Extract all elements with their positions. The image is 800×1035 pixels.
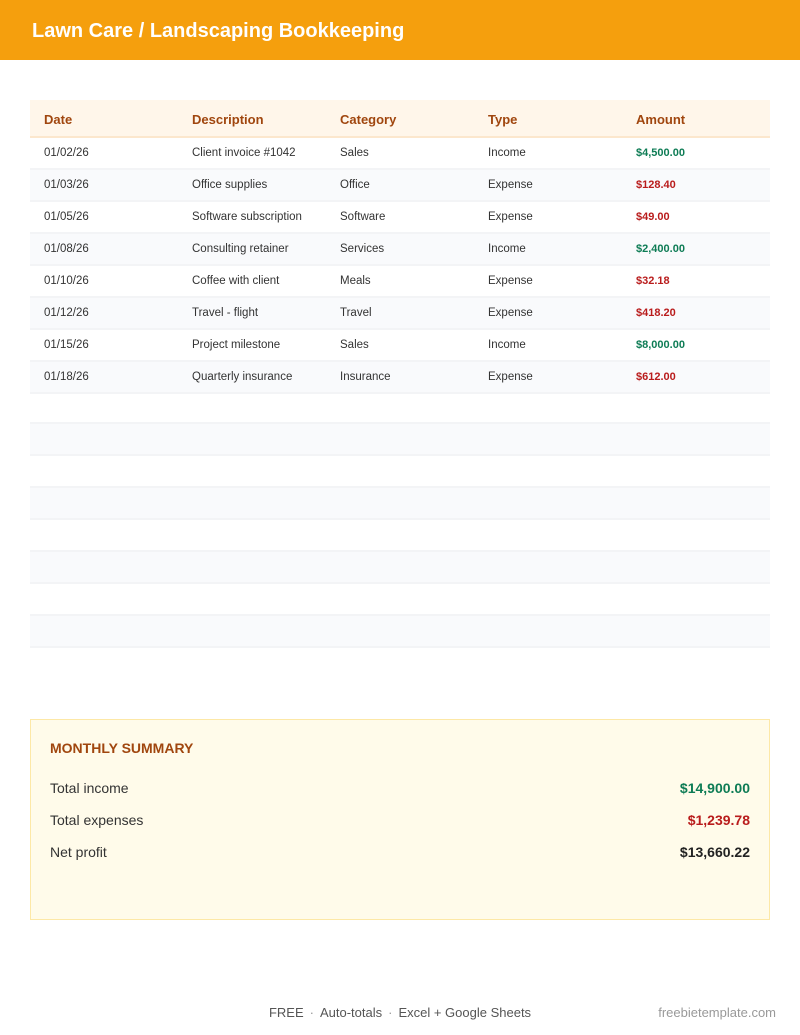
cell-date: 01/12/26 — [44, 307, 89, 319]
cell-amount: $32.18 — [636, 275, 670, 287]
cell-description: Office supplies — [192, 179, 268, 191]
net-profit-label: Net profit — [50, 844, 107, 860]
cell-date: 01/15/26 — [44, 339, 89, 351]
cell-date: 01/03/26 — [44, 179, 89, 191]
summary-row-total-expenses — [50, 811, 750, 829]
empty-rows — [30, 392, 770, 648]
table-header — [30, 100, 770, 138]
cell-date: 01/10/26 — [44, 275, 89, 287]
cell-amount: $128.40 — [636, 179, 676, 191]
cell-category: Services — [340, 243, 385, 255]
page-title: Lawn Care / Landscaping Bookkeeping — [32, 20, 405, 42]
table-row — [30, 202, 770, 234]
cell-type: Income — [488, 339, 526, 351]
cell-category: Sales — [340, 147, 369, 159]
cell-amount: $418.20 — [636, 307, 676, 319]
column-header-description: Description — [192, 112, 264, 127]
column-header-date: Date — [44, 112, 73, 127]
feature-free: FREE — [268, 1005, 304, 1020]
cell-type: Income — [488, 147, 526, 159]
cell-category: Software — [340, 211, 386, 223]
cell-description: Project milestone — [192, 339, 281, 351]
feature-excel-sheets: Excel + Google Sheets — [398, 1005, 532, 1020]
ledger-table — [30, 100, 770, 394]
table-row — [30, 330, 770, 362]
cell-description: Travel - flight — [192, 307, 259, 319]
table-body — [30, 138, 770, 394]
cell-type: Expense — [488, 275, 533, 287]
cell-type: Income — [488, 243, 526, 255]
table-row — [30, 362, 770, 394]
table-row — [30, 170, 770, 202]
table-row — [30, 266, 770, 298]
column-header-category: Category — [340, 112, 397, 127]
summary-title: MONTHLY SUMMARY — [50, 740, 194, 756]
empty-row — [30, 488, 770, 520]
cell-category: Travel — [340, 307, 372, 319]
cell-amount: $612.00 — [636, 371, 676, 383]
table-row — [30, 138, 770, 170]
column-header-amount: Amount — [636, 112, 686, 127]
cell-description: Coffee with client — [192, 275, 280, 287]
cell-date: 01/05/26 — [44, 211, 89, 223]
cell-category: Sales — [340, 339, 369, 351]
cell-amount: $2,400.00 — [636, 243, 685, 255]
footer-site-link[interactable]: freebietemplate.com — [658, 1005, 776, 1020]
cell-type: Expense — [488, 307, 533, 319]
cell-amount: $49.00 — [636, 211, 670, 223]
cell-date: 01/18/26 — [44, 371, 89, 383]
cell-description: Quarterly insurance — [192, 371, 293, 383]
summary-row-net-profit — [50, 843, 750, 861]
empty-row — [30, 616, 770, 648]
empty-row — [30, 552, 770, 584]
table-row — [30, 234, 770, 266]
empty-row — [30, 392, 770, 424]
feature-auto-totals: Auto-totals — [319, 1005, 383, 1020]
total-income-value: $14,900.00 — [679, 780, 750, 796]
empty-row — [30, 456, 770, 488]
separator-dot: · — [309, 1005, 314, 1020]
table-row — [30, 298, 770, 330]
cell-description: Client invoice #1042 — [192, 147, 296, 159]
column-header-type: Type — [488, 112, 518, 127]
total-expenses-label: Total expenses — [50, 812, 144, 828]
cell-amount: $8,000.00 — [636, 339, 685, 351]
header-bar — [0, 0, 800, 60]
cell-date: 01/02/26 — [44, 147, 89, 159]
total-income-label: Total income — [50, 780, 129, 796]
empty-row — [30, 424, 770, 456]
cell-type: Expense — [488, 211, 533, 223]
cell-date: 01/08/26 — [44, 243, 89, 255]
empty-row — [30, 520, 770, 552]
empty-row — [30, 584, 770, 616]
cell-description: Consulting retainer — [192, 243, 289, 255]
monthly-summary-panel — [30, 719, 770, 920]
cell-description: Software subscription — [192, 211, 302, 223]
cell-type: Expense — [488, 371, 533, 383]
cell-category: Insurance — [340, 371, 391, 383]
total-expenses-value: $1,239.78 — [687, 812, 750, 828]
summary-row-total-income — [50, 779, 750, 797]
net-profit-value: $13,660.22 — [679, 844, 750, 860]
cell-amount: $4,500.00 — [636, 147, 685, 159]
cell-category: Meals — [340, 275, 371, 287]
cell-category: Office — [340, 179, 370, 191]
separator-dot: · — [388, 1005, 393, 1020]
cell-type: Expense — [488, 179, 533, 191]
